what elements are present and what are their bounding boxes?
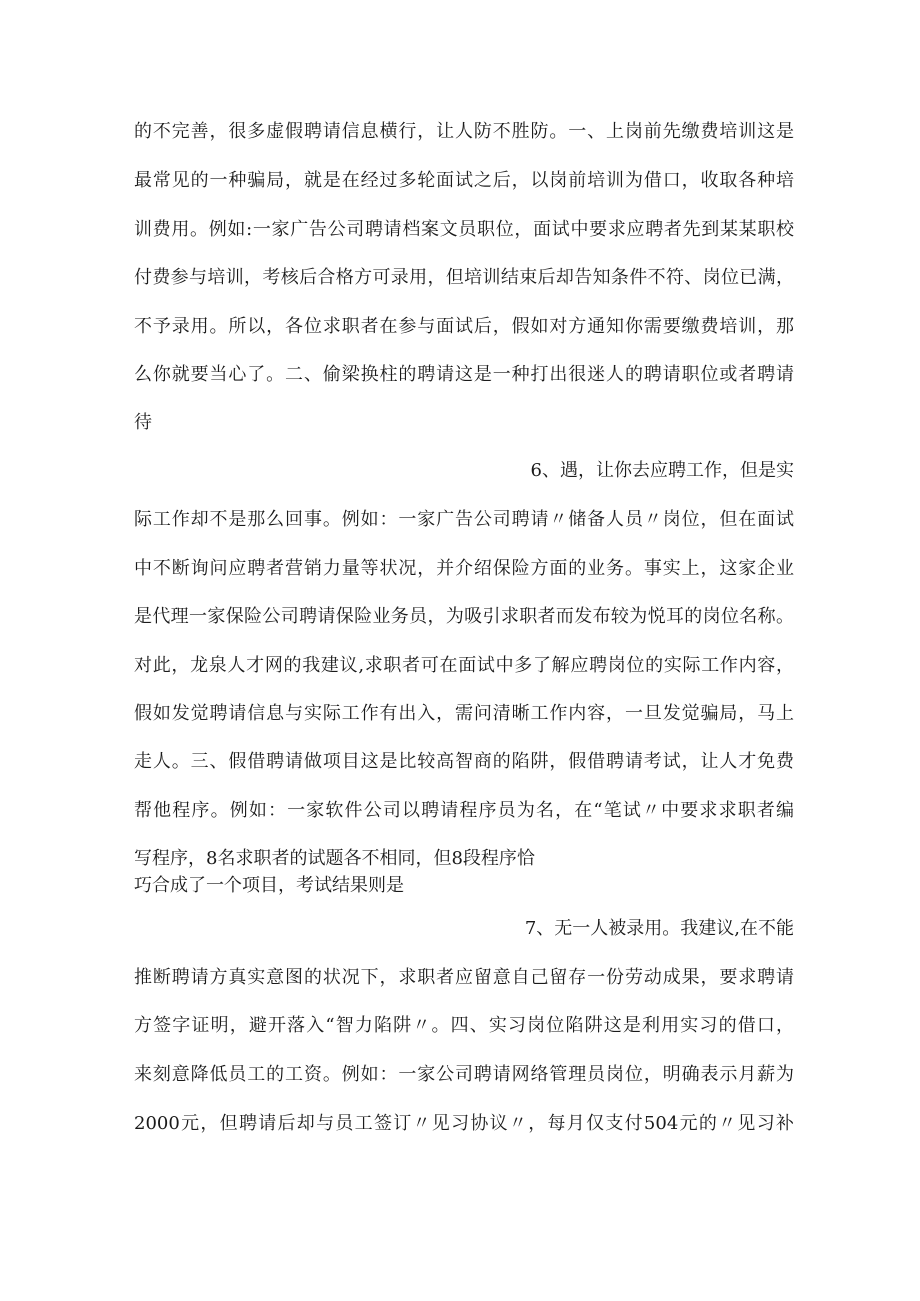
text-line-6: 么你就要当心了。二、偷梁换柱的聘请这是一种打出很迷人的聘请职位或者聘请 (134, 364, 794, 385)
text-line-5: 不予录用。所以，各位求职者在参与面试后，假如对方通知你需要缴费培训，那 (134, 316, 794, 337)
text-line-18: 7、无一人被录用。我建议,在不能 (524, 918, 794, 939)
text-line-4: 付费参与培训，考核后合格方可录用，但培训结束后却告知条件不符、岗位已满， (134, 267, 794, 288)
text-line-20: 方签字证明，避开落入“智力陷阱〃。四、实习岗位陷阱这是利用实习的借口， (134, 1015, 794, 1036)
text-line-13: 假如发觉聘请信息与实际工作有出入，需问清晰工作内容，一旦发觉骗局，马上 (134, 703, 794, 724)
text-line-12: 对此，龙泉人才网的我建议,求职者可在面试中多了解应聘岗位的实际工作内容， (134, 655, 794, 676)
text-line-14: 走人。三、假借聘请做项目这是比较高智商的陷阱，假借聘请考试，让人才免费 (134, 751, 794, 772)
text-line-22: 2000元，但聘请后却与员工签订〃见习协议〃，每月仅支付504元的〃见习补 (134, 1113, 794, 1134)
text-line-16: 写程序，8名求职者的试题各不相同，但8段程序恰 (134, 848, 535, 869)
text-line-10: 中不断询问应聘者营销力量等状况，并介绍保险方面的业务。事实上，这家企业 (134, 558, 794, 579)
text-line-7: 待 (134, 412, 152, 433)
text-line-9: 际工作却不是那么回事。例如：一家广告公司聘请〃储备人员〃岗位，但在面试 (134, 509, 794, 530)
text-line-15: 帮他程序。例如：一家软件公司以聘请程序员为名，在“笔试〃中要求求职者编 (134, 800, 794, 821)
text-line-21: 来刻意降低员工的工资。例如：一家公司聘请网络管理员岗位，明确表示月薪为 (134, 1064, 794, 1085)
text-line-2: 最常见的一种骗局，就是在经过多轮面试之后，以岗前培训为借口，收取各种培 (134, 170, 794, 191)
text-line-3: 训费用。例如:一家广告公司聘请档案文员职位，面试中要求应聘者先到某某职校 (134, 219, 794, 240)
text-line-11: 是代理一家保险公司聘请保险业务员，为吸引求职者而发布较为悦耳的岗位名称。 (134, 606, 794, 627)
text-line-19: 推断聘请方真实意图的状况下，求职者应留意自己留存一份劳动成果，要求聘请 (134, 967, 794, 988)
text-line-1: 的不完善，很多虚假聘请信息横行，让人防不胜防。一、上岗前先缴费培训这是 (134, 121, 794, 142)
text-line-8: 6、遇，让你去应聘工作，但是实 (530, 460, 794, 481)
text-line-17: 巧合成了一个项目，考试结果则是 (134, 875, 404, 896)
